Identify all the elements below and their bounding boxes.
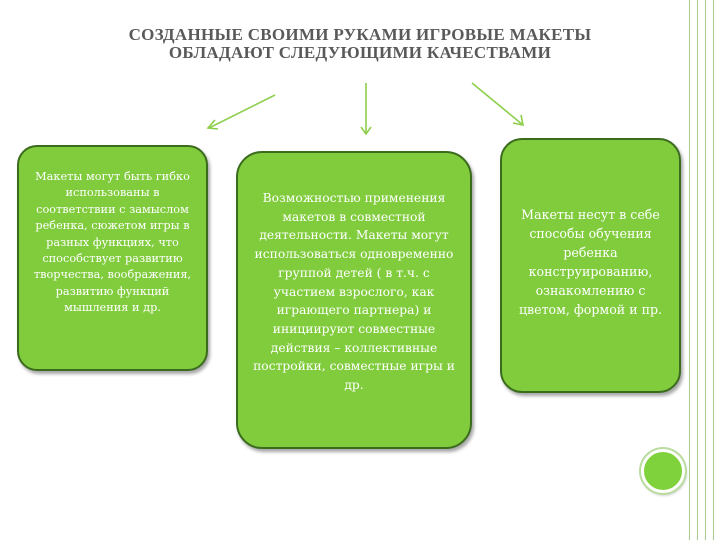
decorative-circle-icon: [641, 449, 685, 493]
slide-title-line-2: ОБЛАДАЮТ СЛЕДУЮЩИМИ КАЧЕСТВАМИ: [168, 43, 552, 62]
quality-card-flexibility: [17, 145, 208, 371]
quality-card-text: Макеты могут быть гибко использованы в соответствии с замыслом ребенка, сюжетом игры в разных функциях, что способствует развитию творчества, воображения, развитию функций мышления и др.: [33, 170, 192, 315]
slide-title-line-1: СОЗДАННЫЕ СВОИМИ РУКАМИ ИГРОВЫЕ МАКЕТЫ: [128, 25, 592, 44]
quality-card-text: Возможностью применения макетов в совместной деятельности. Макеты могут использоваться одновременно группой детей ( в т.ч. с участием взрослого, как играющего партнера) и инициируют совместные действия – коллективные постройки, совместные игры и др.: [253, 191, 455, 393]
arrow-left-down-icon: [208, 95, 275, 129]
quality-card-joint-activity: [236, 151, 472, 449]
arrow-down-icon: [361, 83, 371, 134]
quality-card-learning: [500, 138, 681, 393]
arrow-right-down-icon: [472, 83, 523, 125]
quality-card-text: Макеты несут в себе способы обучения ребенка конструированию, ознакомлению с цветом, формой и пр.: [518, 207, 663, 317]
